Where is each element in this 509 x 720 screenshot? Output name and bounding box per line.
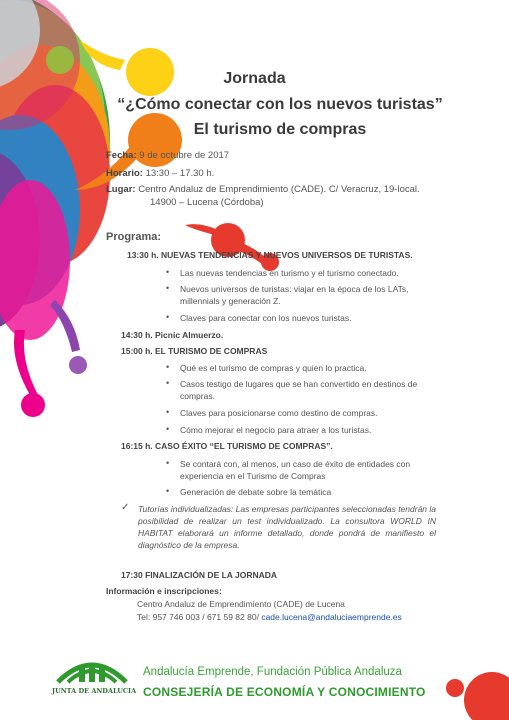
- session-1-item: Claves para conectar con los nuevos turistas.: [180, 313, 352, 323]
- fecha-value: 9 de octubre de 2017: [139, 150, 230, 161]
- programa-heading: Programa:: [106, 231, 162, 243]
- session-3-item: compras.: [180, 391, 215, 401]
- session-2-title: 14:30 h. Picnic Almuerzo.: [121, 330, 224, 340]
- session-3-item: Claves para posicionarse como destino de compras.: [180, 408, 378, 418]
- title-line-2: “¿Cómo conectar con los nuevos turistas”: [117, 96, 443, 113]
- horario-value: 13:30 – 17.30 h.: [145, 168, 215, 179]
- contact-heading: Información e inscripciones:: [106, 586, 222, 596]
- bullet-icon: •: [166, 458, 170, 468]
- bullet-icon: •: [166, 362, 170, 372]
- bullet-icon: •: [166, 407, 170, 417]
- fin-jornada: 17:30 FINALIZACIÓN DE LA JORNADA: [121, 570, 278, 580]
- fecha-row: [106, 150, 229, 161]
- lugar-value-line2: 14900 – Lucena (Córdoba): [150, 197, 264, 208]
- session-3-item: Casos testigo de lugares que se han convertido en destinos de: [180, 379, 418, 389]
- bullet-icon: •: [166, 378, 170, 388]
- tutorias-text: Tutorías individualizadas: Las empresas participantes seleccionadas tendrán la posibilidad de realizar un test individualizado. La consultora WORLD IN HABITAT elaborará un informe detallado, donde pondrá de manifiesto el diagnóstico de la empresa.: [138, 504, 436, 550]
- session-1-item: millennials y generación Z.: [180, 296, 281, 306]
- title-line-1: Jornada: [223, 70, 286, 87]
- session-1-item: Las nuevas tendencias en turismo y el turismo conectado.: [180, 268, 399, 278]
- session-3-title: 15:00 h. EL TURISMO DE COMPRAS: [121, 346, 268, 356]
- bullet-icon: •: [166, 424, 170, 434]
- horario-label: Horario:: [106, 168, 143, 179]
- session-4-item: experiencia en el Turismo de Compras: [180, 471, 326, 481]
- bullet-icon: •: [166, 486, 170, 496]
- horario-row: [106, 168, 214, 179]
- session-4-item: Se contará con, al menos, un caso de éxito de entidades con: [180, 459, 411, 469]
- fecha-label: Fecha:: [106, 150, 137, 161]
- bullet-icon: •: [166, 267, 170, 277]
- bullet-icon: •: [166, 312, 170, 322]
- contact-phone: Tel: 957 746 003 / 671 59 82 80/: [137, 612, 259, 622]
- lugar-row: [106, 184, 420, 195]
- bullet-icon: •: [166, 283, 170, 293]
- contact-email-link[interactable]: cade.lucena@andaluciaemprende.es: [261, 612, 402, 622]
- contact-phone-row: [137, 612, 402, 622]
- session-3-item: Qué es el turismo de compras y quien lo practica.: [180, 363, 367, 373]
- session-3-item: Cómo mejorar el negocio para atraer a los turistas.: [180, 425, 372, 435]
- checkmark-icon: ✓: [121, 502, 130, 513]
- footer-line1: Andalucía Emprende, Fundación Pública Andaluza: [143, 666, 402, 678]
- session-1-title: 13:30 h. NUEVAS TENDENCIAS Y NUEVOS UNIVERSOS DE TURISTAS.: [127, 250, 413, 260]
- contact-line1: Centro Andaluz de Emprendimiento (CADE) de Lucena: [137, 599, 345, 609]
- session-4-title: 16:15 h. CASO ÉXITO “EL TURISMO DE COMPRAS”.: [121, 441, 333, 451]
- lugar-label: Lugar:: [106, 184, 136, 195]
- lugar-value-line1: Centro Andaluz de Emprendimiento (CADE). C/ Veracruz, 19-local.: [138, 184, 420, 195]
- session-1-item: Nuevos universos de turistas: viajar en la época de los LATs,: [180, 284, 409, 294]
- session-4-item: Generación de debate sobre la temática: [180, 487, 332, 497]
- footer-line2: CONSEJERÍA DE ECONOMÍA Y CONOCIMIENTO: [143, 685, 426, 699]
- title-line-3: El turismo de compras: [193, 121, 367, 138]
- logo-text: JUNTA DE ANDALUCIA: [52, 687, 137, 695]
- junta-andalucia-logo: [52, 648, 137, 703]
